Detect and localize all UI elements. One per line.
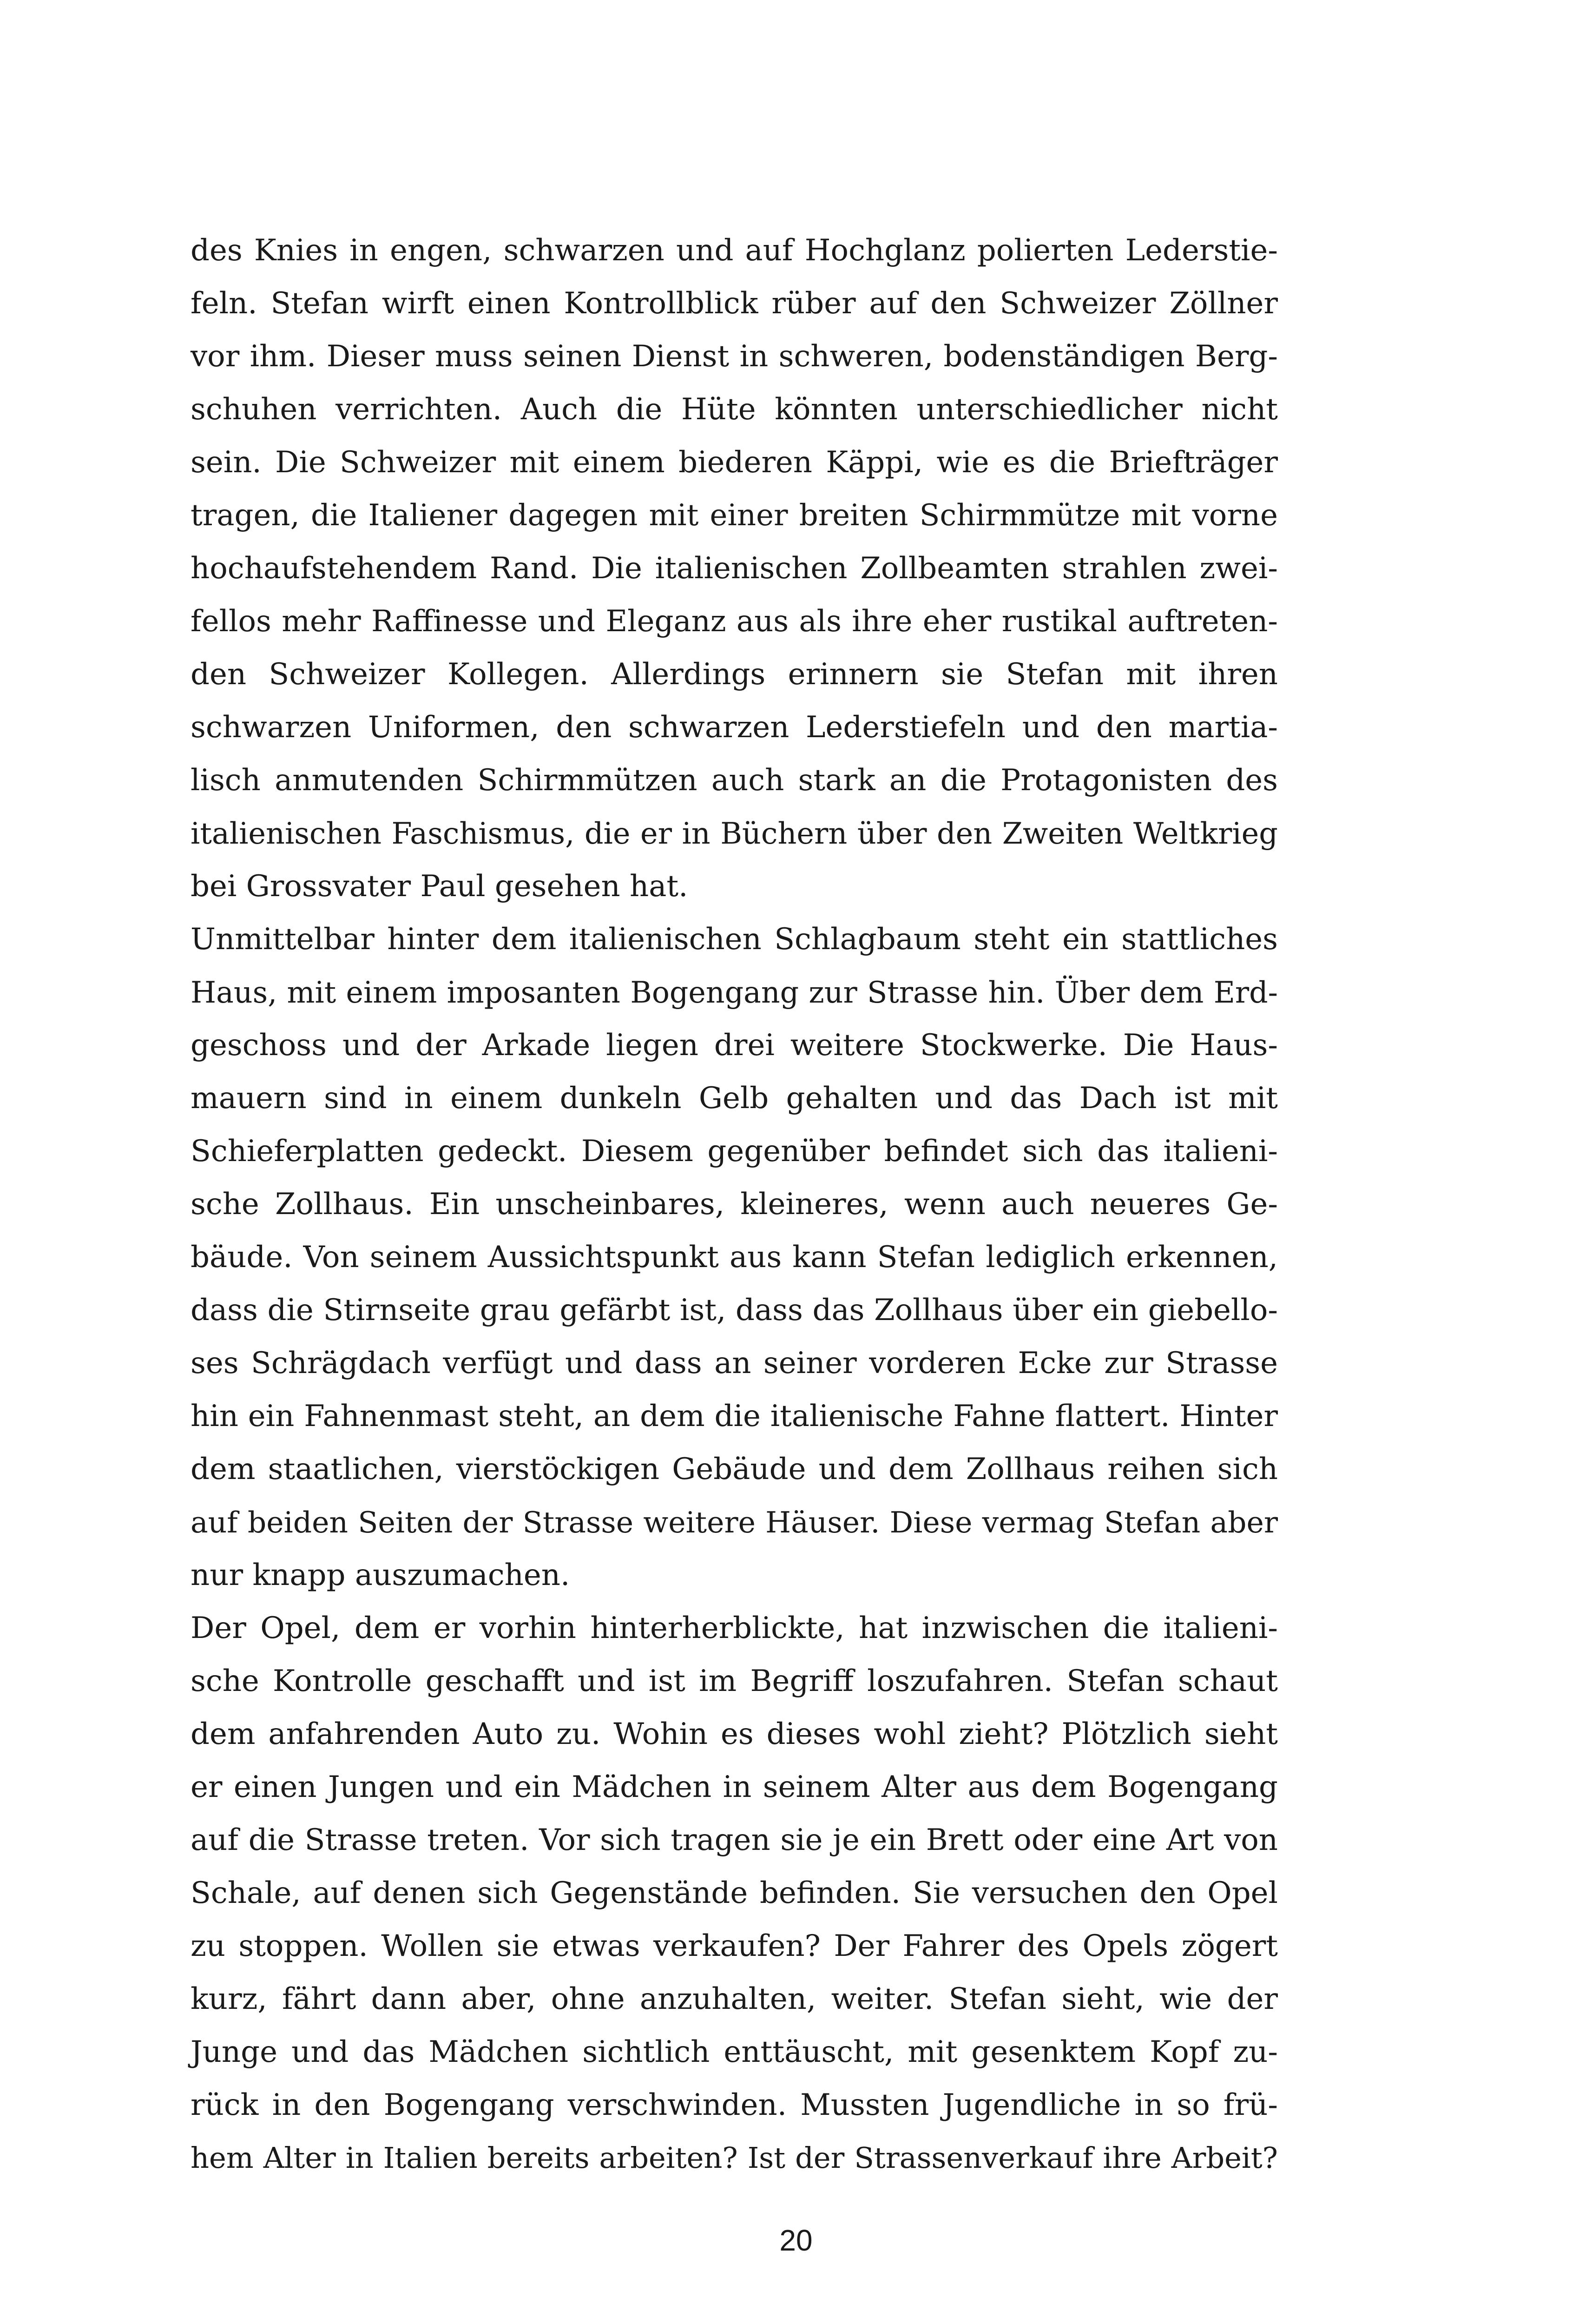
text-line: kurz, fährt dann aber, ohne anzuhalten, weiter. Stefan sieht, wie der [191, 1982, 1278, 2016]
text-line: er einen Jungen und ein Mädchen in seinem Alter aus dem Bogengang [191, 1770, 1278, 1804]
text-line: sein. Die Schweizer mit einem biederen Käppi, wie es die Briefträger [191, 445, 1278, 480]
text-line: Haus, mit einem imposanten Bogengang zur Strasse hin. Über dem Erd- [191, 975, 1278, 1010]
text-line: rück in den Bogengang verschwinden. Mussten Jugendliche in so frü- [191, 2088, 1278, 2122]
text-line: ses Schrägdach verfügt und dass an seiner vorderen Ecke zur Strasse [191, 1346, 1278, 1380]
text-line: geschoss und der Arkade liegen drei weitere Stockwerke. Die Haus- [191, 1028, 1278, 1063]
body-text [191, 224, 1278, 2185]
text-line: tragen, die Italiener dagegen mit einer breiten Schirmmütze mit vorne [191, 498, 1278, 533]
text-line: dem anfahrenden Auto zu. Wohin es dieses wohl zieht? Plötzlich sieht [191, 1717, 1278, 1751]
text-line: dass die Stirnseite grau gefärbt ist, dass das Zollhaus über ein giebello- [191, 1293, 1278, 1327]
text-line: auf beiden Seiten der Strasse weitere Häuser. Diese vermag Stefan aber [191, 1505, 1278, 1539]
text-line: auf die Strasse treten. Vor sich tragen sie je ein Brett oder eine Art von [191, 1823, 1278, 1857]
text-line: fellos mehr Raffinesse und Eleganz aus als ihre eher rustikal auftreten- [191, 604, 1278, 639]
text-line: feln. Stefan wirft einen Kontrollblick rüber auf den Schweizer Zöllner [191, 286, 1278, 321]
text-line: Schale, auf denen sich Gegenstände befinden. Sie versuchen den Opel [191, 1876, 1278, 1910]
text-line: sche Kontrolle geschafft und ist im Begriff loszufahren. Stefan schaut [191, 1664, 1278, 1698]
text-line: sche Zollhaus. Ein unscheinbares, kleineres, wenn auch neueres Ge- [191, 1187, 1278, 1221]
text-line: vor ihm. Dieser muss seinen Dienst in schweren, bodenständigen Berg- [191, 339, 1278, 374]
text-line: hochaufstehendem Rand. Die italienischen Zollbeamten strahlen zwei- [191, 551, 1278, 586]
page-number: 20 [779, 2224, 813, 2257]
text-line: schuhen verrichten. Auch die Hüte könnten unterschiedlicher nicht [191, 392, 1278, 427]
text-line: bei Grossvater Paul gesehen hat. [191, 869, 688, 904]
text-line: mauern sind in einem dunkeln Gelb gehalten und das Dach ist mit [191, 1081, 1278, 1116]
text-line: Unmittelbar hinter dem italienischen Schlagbaum steht ein stattliches [191, 922, 1278, 957]
text-line: hin ein Fahnenmast steht, an dem die italienische Fahne flattert. Hinter [191, 1399, 1278, 1433]
text-line: lisch anmutenden Schirmmützen auch stark an die Protagonisten des [191, 763, 1278, 798]
text-line: hem Alter in Italien bereits arbeiten? Ist der Strassenverkauf ihre Arbeit? [191, 2141, 1278, 2175]
text-line: Schieferplatten gedeckt. Diesem gegenüber befindet sich das italieni- [191, 1134, 1278, 1169]
text-line: des Knies in engen, schwarzen und auf Hochglanz polierten Lederstie- [191, 233, 1278, 268]
text-line: nur knapp auszumachen. [191, 1558, 570, 1592]
text-line: zu stoppen. Wollen sie etwas verkaufen? Der Fahrer des Opels zögert [191, 1929, 1278, 1963]
text-line: dem staatlichen, vierstöckigen Gebäude und dem Zollhaus reihen sich [191, 1452, 1278, 1486]
text-line: italienischen Faschismus, die er in Büchern über den Zweiten Weltkrieg [191, 816, 1278, 851]
text-line: Junge und das Mädchen sichtlich enttäuscht, mit gesenktem Kopf zu- [191, 2035, 1278, 2069]
text-line: bäude. Von seinem Aussichtspunkt aus kann Stefan lediglich erkennen, [191, 1240, 1278, 1274]
text-line: schwarzen Uniformen, den schwarzen Lederstiefeln und den martia- [191, 710, 1278, 745]
text-line: den Schweizer Kollegen. Allerdings erinnern sie Stefan mit ihren [191, 657, 1278, 692]
text-line: Der Opel, dem er vorhin hinterherblickte, hat inzwischen die italieni- [191, 1611, 1278, 1645]
